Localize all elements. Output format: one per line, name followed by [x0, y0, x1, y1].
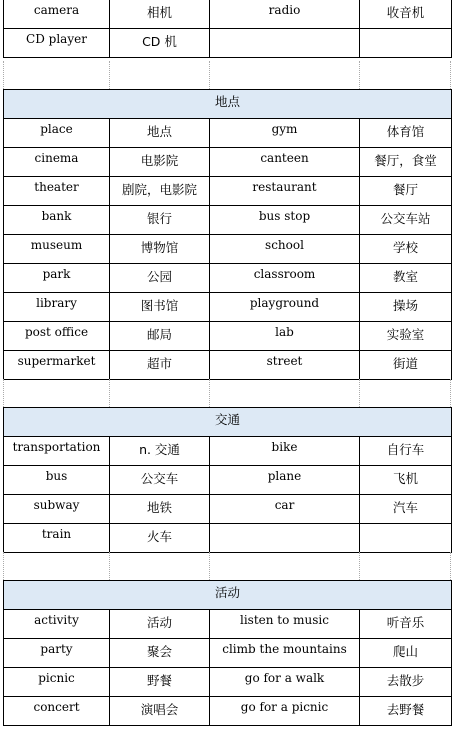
table-row: [4, 524, 452, 553]
chinese-meaning: [360, 524, 452, 553]
vocab-table-transportation: [3, 407, 452, 553]
english-word: post office: [4, 322, 110, 351]
chinese-meaning: CD 机: [110, 29, 210, 58]
chinese-meaning: 街道: [360, 351, 452, 380]
table-row: [4, 495, 452, 524]
chinese-meaning: 剧院，电影院: [110, 177, 210, 206]
chinese-meaning: 公交车站: [360, 206, 452, 235]
english-word: go for a picnic: [210, 697, 360, 726]
section-gap: [3, 379, 451, 407]
chinese-meaning: 去散步: [360, 668, 452, 697]
english-word: supermarket: [4, 351, 110, 380]
section-gap: [3, 61, 451, 89]
chinese-meaning: [360, 29, 452, 58]
english-word: climb the mountains: [210, 639, 360, 668]
chinese-meaning: 火车: [110, 524, 210, 553]
table-row: [4, 148, 452, 177]
table-row: [4, 293, 452, 322]
english-word: playground: [210, 293, 360, 322]
table-row: [4, 697, 452, 726]
english-word: transportation: [4, 437, 110, 466]
vocab-table-places: [3, 89, 452, 380]
english-word: car: [210, 495, 360, 524]
table-row: [4, 466, 452, 495]
chinese-meaning: 体育馆: [360, 119, 452, 148]
chinese-meaning: 公交车: [110, 466, 210, 495]
chinese-meaning: 聚会: [110, 639, 210, 668]
english-word: activity: [4, 610, 110, 639]
chinese-meaning: 邮局: [110, 322, 210, 351]
english-word: theater: [4, 177, 110, 206]
section-header: 活动: [4, 581, 452, 610]
table-row: [4, 119, 452, 148]
english-word: school: [210, 235, 360, 264]
table-row: [4, 235, 452, 264]
table-row: [4, 639, 452, 668]
vocab-table-activities: [3, 580, 452, 726]
english-word: bus stop: [210, 206, 360, 235]
table-row: [4, 177, 452, 206]
english-word: street: [210, 351, 360, 380]
chinese-meaning: 野餐: [110, 668, 210, 697]
english-word: [210, 524, 360, 553]
english-word: restaurant: [210, 177, 360, 206]
chinese-meaning: 收音机: [360, 0, 452, 29]
english-word: bike: [210, 437, 360, 466]
chinese-meaning: 去野餐: [360, 697, 452, 726]
table-row: [4, 0, 452, 29]
english-word: radio: [210, 0, 360, 29]
section-gap: [3, 552, 451, 580]
english-word: party: [4, 639, 110, 668]
chinese-meaning: 教室: [360, 264, 452, 293]
chinese-meaning: 学校: [360, 235, 452, 264]
english-word: CD player: [4, 29, 110, 58]
table-row: [4, 206, 452, 235]
english-word: listen to music: [210, 610, 360, 639]
section-header: 交通: [4, 408, 452, 437]
english-word: bus: [4, 466, 110, 495]
english-word: picnic: [4, 668, 110, 697]
chinese-meaning: 相机: [110, 0, 210, 29]
table-row: [4, 322, 452, 351]
chinese-meaning: 汽车: [360, 495, 452, 524]
chinese-meaning: 银行: [110, 206, 210, 235]
chinese-meaning: 超市: [110, 351, 210, 380]
chinese-meaning: 操场: [360, 293, 452, 322]
chinese-meaning: n. 交通: [110, 437, 210, 466]
chinese-meaning: 实验室: [360, 322, 452, 351]
english-word: place: [4, 119, 110, 148]
chinese-meaning: 地点: [110, 119, 210, 148]
chinese-meaning: 爬山: [360, 639, 452, 668]
chinese-meaning: 餐厅: [360, 177, 452, 206]
english-word: plane: [210, 466, 360, 495]
chinese-meaning: 地铁: [110, 495, 210, 524]
english-word: go for a walk: [210, 668, 360, 697]
english-word: concert: [4, 697, 110, 726]
english-word: train: [4, 524, 110, 553]
english-word: gym: [210, 119, 360, 148]
table-row: [4, 437, 452, 466]
english-word: cinema: [4, 148, 110, 177]
vocab-table-devices: [3, 0, 452, 58]
english-word: park: [4, 264, 110, 293]
chinese-meaning: 公园: [110, 264, 210, 293]
english-word: library: [4, 293, 110, 322]
english-word: classroom: [210, 264, 360, 293]
chinese-meaning: 餐厅，食堂: [360, 148, 452, 177]
table-row: [4, 29, 452, 58]
table-row: [4, 610, 452, 639]
english-word: bank: [4, 206, 110, 235]
english-word: museum: [4, 235, 110, 264]
chinese-meaning: 听音乐: [360, 610, 452, 639]
chinese-meaning: 电影院: [110, 148, 210, 177]
chinese-meaning: 演唱会: [110, 697, 210, 726]
chinese-meaning: 自行车: [360, 437, 452, 466]
table-row: [4, 668, 452, 697]
english-word: [210, 29, 360, 58]
english-word: camera: [4, 0, 110, 29]
chinese-meaning: 图书馆: [110, 293, 210, 322]
table-row: [4, 264, 452, 293]
section-header: 地点: [4, 90, 452, 119]
table-row: [4, 351, 452, 380]
english-word: subway: [4, 495, 110, 524]
english-word: canteen: [210, 148, 360, 177]
chinese-meaning: 博物馆: [110, 235, 210, 264]
english-word: lab: [210, 322, 360, 351]
chinese-meaning: 飞机: [360, 466, 452, 495]
chinese-meaning: 活动: [110, 610, 210, 639]
